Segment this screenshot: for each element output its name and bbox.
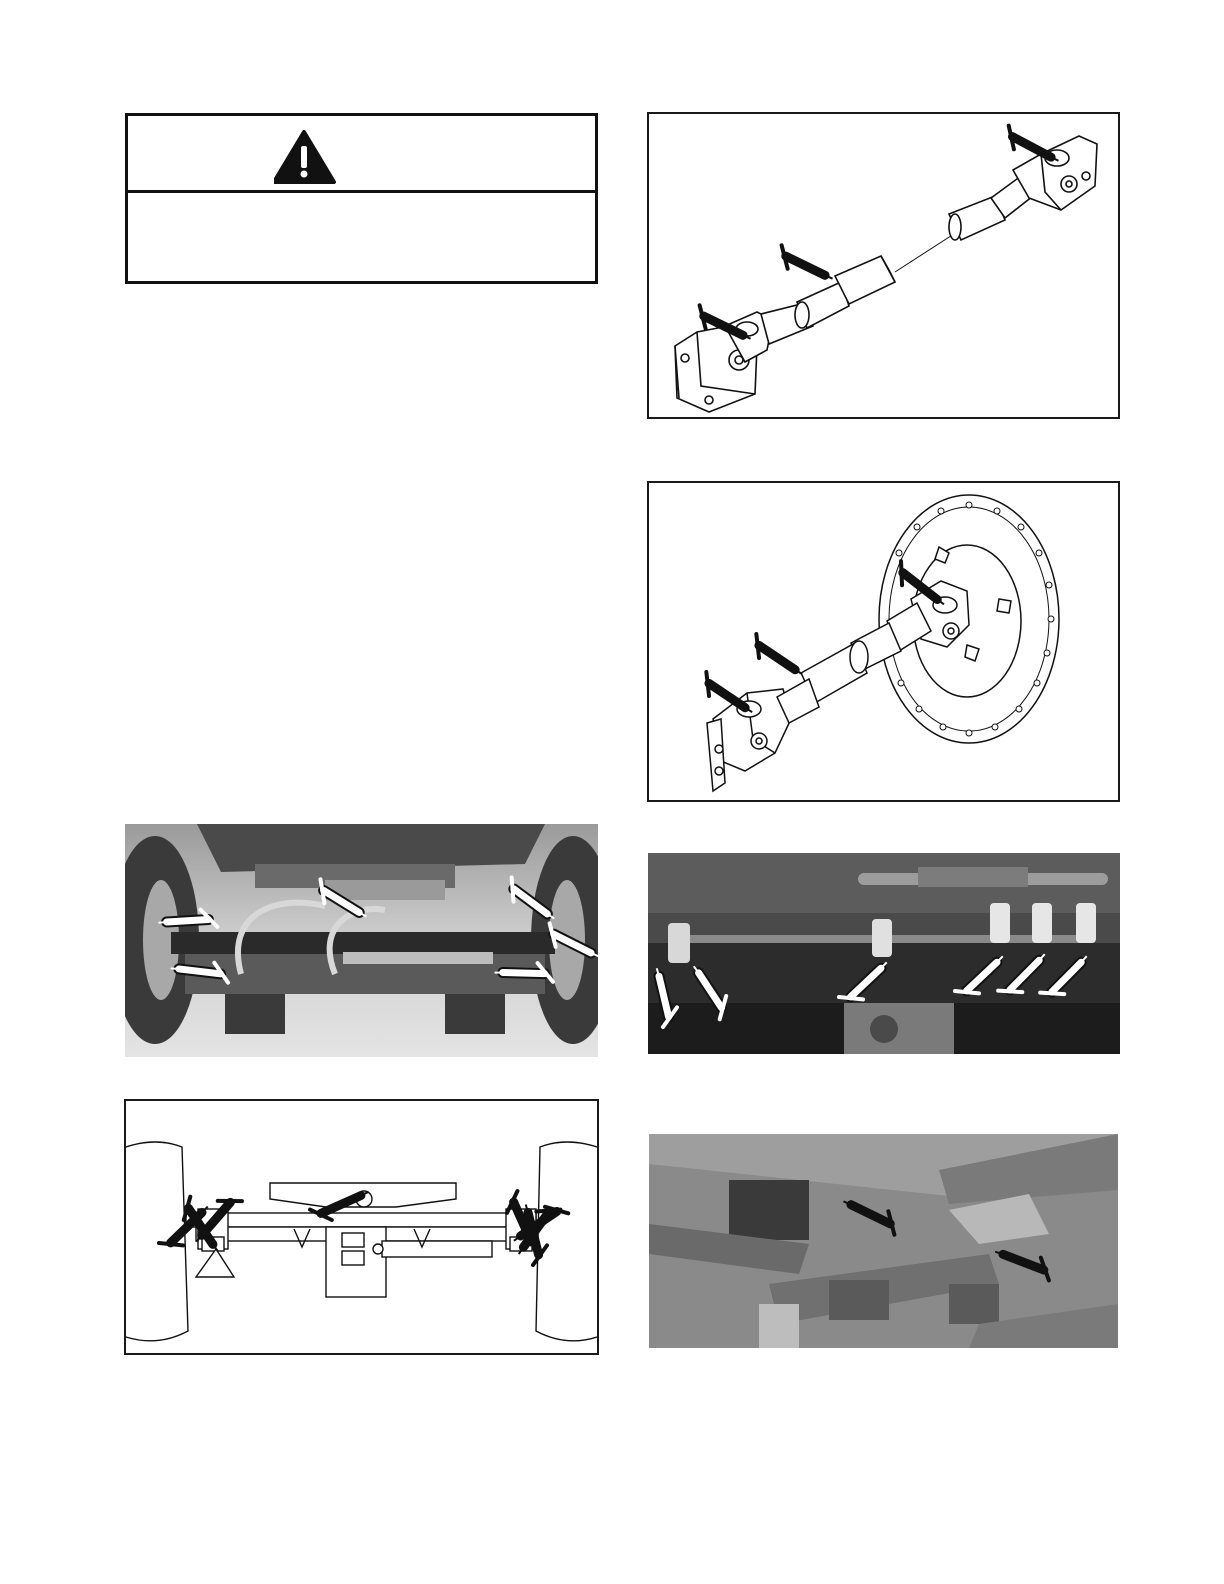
front-axle-photo: [125, 824, 598, 1057]
warning-body: [128, 193, 595, 281]
drive-shaft-drawing: [649, 483, 1118, 800]
front-axle-figure: [124, 1099, 599, 1355]
brake-pedal-photo: [649, 1134, 1118, 1348]
grease-gun-icon: [777, 245, 836, 278]
steering-shaft-drawing: [649, 114, 1118, 417]
steering-shaft-figure: [647, 112, 1120, 419]
warning-triangle-icon: [274, 126, 454, 186]
front-axle-photo-image: [125, 824, 598, 1057]
warning-box: [125, 113, 598, 284]
front-axle-drawing: [126, 1101, 597, 1353]
brake-pedal-photo-image: [649, 1134, 1118, 1348]
warning-header: [128, 116, 595, 193]
drive-shaft-figure: [647, 481, 1120, 802]
pedal-linkage-photo: [648, 853, 1120, 1054]
grease-gun-icon: [749, 634, 810, 674]
pedal-linkage-photo-image: [648, 853, 1120, 1054]
grease-gun-icon: [1004, 126, 1064, 161]
